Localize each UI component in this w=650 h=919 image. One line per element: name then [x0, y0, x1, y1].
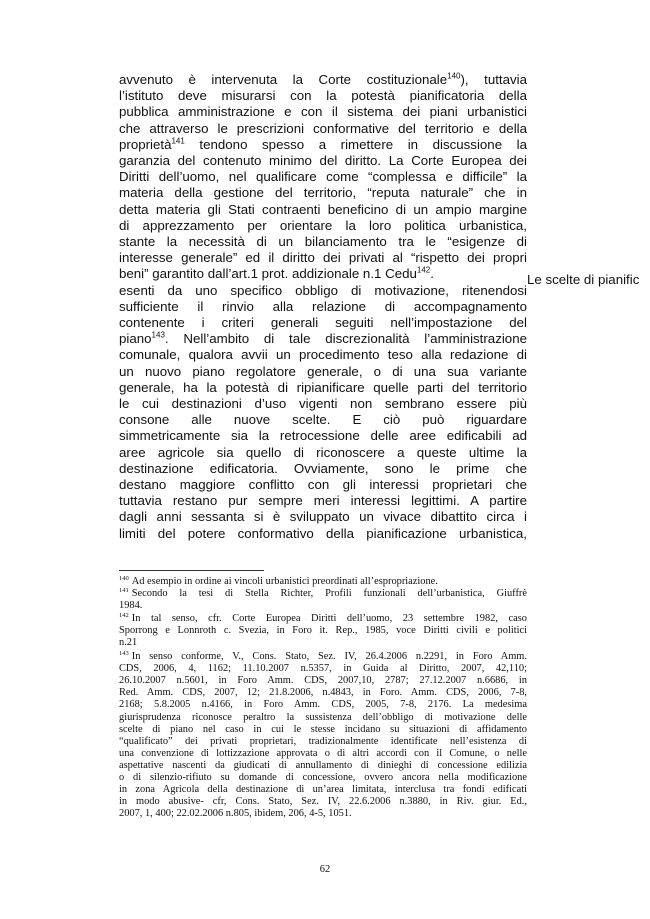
footnote-text: o di silenzio-rifiuto su domande di concessione, ovvero ancora nella modificazione [119, 772, 527, 783]
body-text-run: dagli anni sessanta si è sviluppato un vivace dibattito circa i [119, 509, 527, 525]
body-line [119, 299, 527, 315]
footnote-line [119, 772, 527, 784]
body-text-run: contenente i criteri generali seguiti nell’impostazione del [119, 315, 527, 330]
body-line [119, 169, 527, 185]
page-number: 62 [319, 864, 331, 875]
footnote-text: Sporrong e Lonnroth c. Svezia, in Foro it. Rep., 1985, voce Diritti civili e politici [119, 625, 527, 637]
body-text-run: avvenuto è intervenuta la Corte costituzionale [119, 72, 448, 87]
body-text-run: proprietà [119, 136, 172, 152]
footnote-line [119, 663, 527, 675]
footnote-line [119, 748, 527, 760]
footnote-line [119, 576, 527, 588]
footnote-line [119, 699, 527, 711]
body-line [119, 185, 527, 201]
body-line [119, 250, 527, 266]
body-text-run: ), tuttavia [460, 72, 528, 87]
body-text-run: . [430, 266, 434, 282]
body-line [119, 364, 527, 380]
body-text-run: destano maggiore conflitto con gli interessi proprietari che [119, 477, 527, 492]
footnote-text: 26.10.2007 n.5601, in Foro Amm. CDS, 2007,10, 2787; 27.12.2007 n.6686, in [119, 675, 527, 687]
body-line [119, 477, 527, 493]
body-text-run: consone alle nuove scelte. E ciò può riguardare [119, 412, 527, 428]
footnote-number: 140 [119, 574, 129, 582]
footnote-line [119, 600, 527, 612]
footnote-text: aspettative nascenti da giudicati di annullamento di dinieghi di concessione edilizia [119, 759, 527, 771]
footnote-line [119, 613, 527, 625]
footnote-text: “qualificato” dei privati proprietari, tradizionalmente identificate nell’esistenza di [119, 735, 527, 747]
footnote-line [119, 588, 527, 600]
body-line [119, 396, 527, 412]
body-text-run: tendono spesso a rimettere in discussione la [184, 136, 527, 152]
footnote-text: Red. Amm. CDS, 2007, 12; 21.8.2006, n.4843, in Foro. Amm. CDS, 2006, 7-8, [119, 687, 527, 699]
footnote-line [119, 760, 527, 772]
body-line [119, 88, 527, 104]
footnote-text: scelte di piano nel caso in cui le stesse incidano su situazioni di affidamento [119, 723, 527, 735]
body-text-run: . Nell’ambito di tale discrezionalità l’amministrazione [164, 331, 527, 347]
body-text-run: le cui destinazioni d’uso vigenti non sembrano essere più [119, 396, 527, 411]
body-line [119, 283, 527, 299]
body-text-run: pubblica amministrazione e con il sistema dei piani urbanistici [119, 104, 527, 120]
body-line [119, 121, 527, 137]
footnote-text: in zona Agricola della destinazione di un’area limitata, interclusa tra fondi edificati [119, 784, 527, 796]
body-text-run: detta materia gli Stati contraenti beneficino di un ampio margine [119, 201, 527, 217]
body-line [119, 331, 527, 347]
footnote-line [119, 736, 527, 748]
footnote-text: 1984. [119, 600, 143, 612]
body-line [119, 315, 527, 331]
body-text-run: piano [119, 331, 152, 347]
footnote-line [119, 651, 527, 663]
body-text-run: materia della gestione del territorio, “reputa naturale” che in [119, 185, 527, 201]
body-line [119, 234, 527, 250]
footnote-ref: 140 [447, 71, 461, 81]
body-text-run: comunale, qualora avvii un procedimento teso alla redazione di [119, 347, 527, 363]
footnote-text: 2168; 5.8.2005 n.4166, in Foro Amm. CDS, 2005, 7-8, 2176. La medesima [119, 699, 527, 711]
body-line [119, 104, 527, 120]
body-text-run: sufficiente il rinvio alla relazione di accompagnamento [119, 298, 527, 314]
body-text-run: limiti del potere conformativo della pianificazione urbanistica, [119, 525, 527, 541]
body-line [119, 72, 527, 88]
body-text-run: Diritti dell’uomo, nel qualificare come “complessa e difficile” la [119, 169, 527, 185]
body-text-run: esenti da uno specifico obbligo di motivazione, ritenendosi [119, 282, 527, 298]
footnote-line [119, 675, 527, 687]
body-text-run: stante la necessità di un bilanciamento tra le “esigenze di [119, 234, 527, 249]
footnote-line [119, 808, 527, 820]
footnote-text: una convenzione di lottizzazione approvata o di altri accordi con il Comune, o nelle [119, 747, 527, 759]
footnote-text: Secondo la tesi di Stella Richter, Profili funzionali dell’urbanistica, Giuffrè [131, 588, 527, 599]
footnote-ref: 142 [416, 265, 431, 275]
body-text-run: tuttavia restano pur sempre meri interessi legittimi. A partire [119, 493, 527, 509]
footnote-line [119, 784, 527, 796]
body-text-run: destinazione edificatoria. Ovviamente, sono le prime che [119, 460, 527, 476]
body-line [119, 526, 527, 542]
body-line [119, 412, 527, 428]
body-line [119, 380, 527, 396]
footnote-line [119, 724, 527, 736]
footnote-text: Ad esempio in ordine ai vincoli urbanistici preordinati all’espropriazione. [131, 576, 438, 587]
footnote-text: CDS, 2006, 4, 1162; 11.10.2007 n.5357, in Guida al Diritto, 2007, 42,110; [119, 663, 527, 675]
margin-note: Le scelte di pianific [527, 272, 640, 287]
footnote-ref: 143 [151, 330, 165, 340]
footnote-line [119, 687, 527, 699]
body-line [119, 445, 527, 461]
body-text-run: beni” garantito dall’art.1 prot. addizionale n.1 Cedu [119, 266, 417, 282]
footnote-text: in modo abusive- cfr, Cons. Stato, Sez. IV, 22.6.2006 n.3880, in Riv. giur. Ed., [119, 796, 527, 808]
body-line [119, 218, 527, 234]
footnote-text: In senso conforme, V., Cons. Stato, Sez. IV, 26.4.2006 n.2291, in Foro Amm. [131, 651, 527, 662]
footnote-ref: 141 [171, 136, 185, 146]
footnote-number: 141 [119, 586, 129, 594]
body-line [119, 509, 527, 525]
footnote-text: 2007, 1, 400; 22.02.2006 n.805, ibidem, 206, 4-5, 1051. [119, 808, 352, 820]
body-text-run: aree agricole sia quello di riconoscere a queste ultime la [119, 444, 527, 460]
body-text-run: un nuovo piano regolatore generale, o di una sua variante [119, 363, 527, 379]
footnote-text: giurisprudenza riconosce peraltro la sussistenza dell’obbligo di motivazione delle [119, 711, 527, 723]
body-line [119, 137, 527, 153]
footnote-separator [119, 570, 264, 571]
body-text-run: che attraverso le prescrizioni conformative del territorio e della [119, 120, 527, 136]
footnote-line [119, 625, 527, 637]
body-text-run: simmetricamente sia la retrocessione delle aree edificabili ad [119, 428, 527, 444]
body-line [119, 153, 527, 169]
footnote-number: 143 [119, 649, 129, 657]
footnote-text: n.21 [119, 637, 138, 649]
footnote-text: In tal senso, cfr. Corte Europea Diritti dell’uomo, 23 settembre 1982, caso [131, 613, 527, 624]
body-line [119, 347, 527, 363]
body-line [119, 493, 527, 509]
footnote-line [119, 637, 527, 649]
body-line [119, 461, 527, 477]
body-line [119, 202, 527, 218]
body-text-run: interesse generale” ed il diritto dei privati al “rispetto dei propri [119, 250, 527, 266]
footnote-number: 142 [119, 611, 129, 619]
body-line [119, 428, 527, 444]
footnote-line [119, 712, 527, 724]
body-text-run: di apprezzamento per orientare la loro politica urbanistica, [119, 217, 527, 233]
footnote-line [119, 796, 527, 808]
body-line [119, 266, 527, 282]
body-text-run: garanzia del contenuto minimo del diritto. La Corte Europea dei [119, 153, 527, 168]
body-text-run: generale, ha la potestà di ripianificare quelle parti del territorio [119, 379, 527, 395]
body-text-run: l’istituto deve misurarsi con la potestà pianificatoria della [119, 88, 527, 104]
